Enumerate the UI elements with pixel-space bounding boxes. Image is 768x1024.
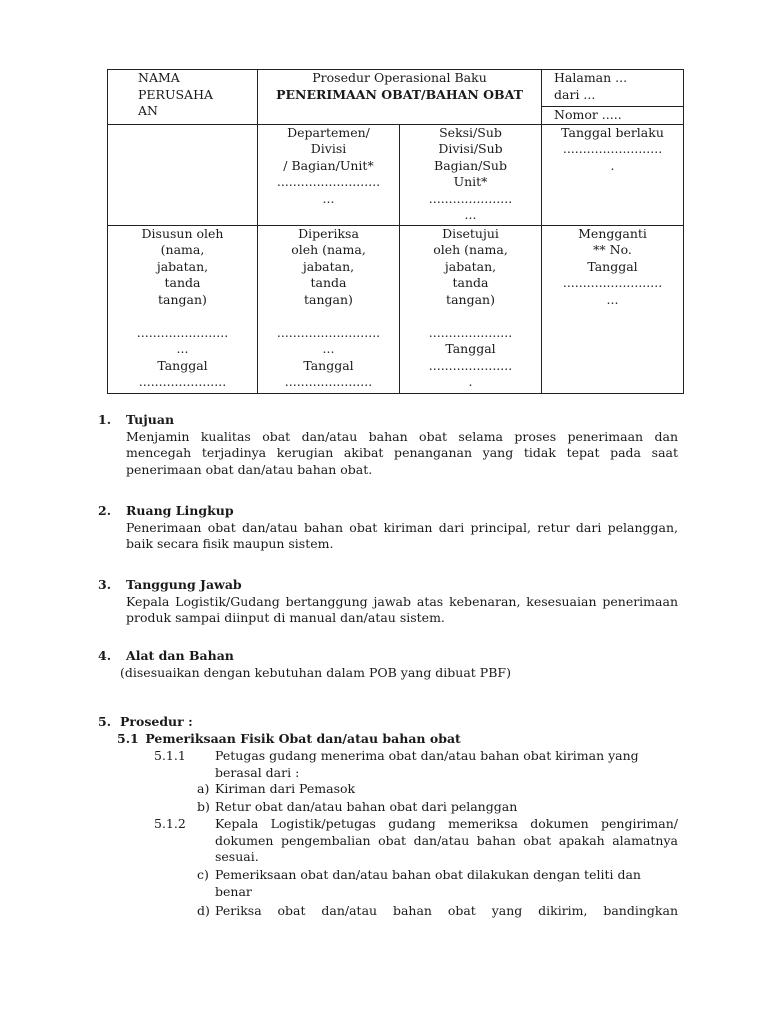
disusun-cell [108,225,258,393]
section-body: Penerimaan obat dan/atau bahan obat kiriman dari principal, retur dari pelanggan, baik secara fisik maupun sistem. [126,519,678,551]
departemen-cell [258,124,400,225]
departemen-text: Departemen/ Divisi / Bagian/Unit* .......................... ... [276,124,381,206]
section-alat-bahan [98,648,678,681]
section-tujuan [98,412,678,478]
disetujui-cell [400,225,542,393]
item-label-d: d) [197,903,210,918]
diperiksa-cell [258,225,400,393]
sop-title-cell [258,70,542,125]
sop-title: PENERIMAAN OBAT/BAHAN OBAT [276,86,523,102]
section-title: Prosedur : [120,714,193,729]
section-number: 2. [98,503,112,518]
section-body: Menjamin kualitas obat dan/atau bahan obat selama proses penerimaan dan mencegah terjadinya kerugian akibat penanganan yang tidak tepat pada saat penerimaan obat dan/atau bahan obat. [126,428,678,477]
item-label-c: c) [197,867,209,882]
section-body: Kepala Logistik/Gudang bertanggung jawab atas kebenaran, kesesuaian penerimaan produk sampai diinput di manual dan/atau sistem. [126,593,678,625]
diperiksa-text: Diperiksa oleh (nama, jabatan, tanda tangan) .......................... ... Tanggal ...................... [276,225,381,389]
section-ruang-lingkup [98,503,678,553]
nomor-cell [542,107,684,125]
company-name-cell [108,70,258,125]
section-number: 5. [98,714,112,729]
step-text-5-1-1: Petugas gudang menerima obat dan/atau bahan obat kiriman yang berasal dari : [215,748,639,780]
section-title: Tujuan [126,412,175,427]
section-tanggung-jawab [98,577,678,627]
sop-header-table [107,69,684,394]
subsection-title: Pemeriksaan Fisik Obat dan/atau bahan obat [145,731,461,746]
disetujui-text: Disetujui oleh (nama, jabatan, tanda tangan) ..................... Tanggal ..................... . [428,225,513,389]
section-title: Alat dan Bahan [126,648,234,663]
item-text-b: Retur obat dan/atau bahan obat dari pelanggan [215,799,518,814]
tanggal-berlaku-cell [542,124,684,225]
subsection-number: 5.1 [117,731,139,746]
item-text-c: Pemeriksaan obat dan/atau bahan obat dilakukan dengan teliti dan benar [215,867,641,899]
nomor-text: Nomor ..... [554,107,622,122]
item-label-b: b) [197,799,210,814]
section-title: Tanggung Jawab [126,577,242,592]
section-title: Ruang Lingkup [126,503,234,518]
item-text-a: Kiriman dari Pemasok [215,781,356,796]
seksi-text: Seksi/Sub Divisi/Sub Bagian/Sub Unit* ..................... ... [428,124,513,222]
item-text-d: Periksa obat dan/atau bahan obat yang dikirim, bandingkan [215,903,678,918]
mengganti-cell [542,225,684,393]
subsection-5-1 [117,731,461,748]
section-number: 3. [98,577,112,592]
halaman-cell [542,70,684,107]
company-name: NAMA PERUSAHA AN [138,70,213,118]
halaman-text: Halaman ... dari ... [554,70,628,102]
step-number-5-1-1: 5.1.1 [154,748,186,763]
seksi-cell [400,124,542,225]
section-body: (disesuaikan dengan kebutuhan dalam POB yang dibuat PBF) [120,664,511,680]
disusun-text: Disusun oleh (nama, jabatan, tanda tangan) ....................... ... Tanggal ...................... [136,225,229,389]
section-number: 4. [98,648,112,663]
tanggal-berlaku-text: Tanggal berlaku ......................... . [561,124,664,173]
step-number-5-1-2: 5.1.2 [154,816,186,831]
item-label-a: a) [197,781,210,796]
step-text-5-1-2: Kepala Logistik/petugas gudang memeriksa dokumen pengiriman/ dokumen pengembalian obat dan/atau bahan obat apakah alamatnya sesuai. [215,816,678,864]
section-prosedur [98,714,678,731]
section-number: 1. [98,412,112,427]
sop-label: Prosedur Operasional Baku [312,70,487,85]
mengganti-text: Mengganti ** No. Tanggal ......................... ... [562,225,663,307]
